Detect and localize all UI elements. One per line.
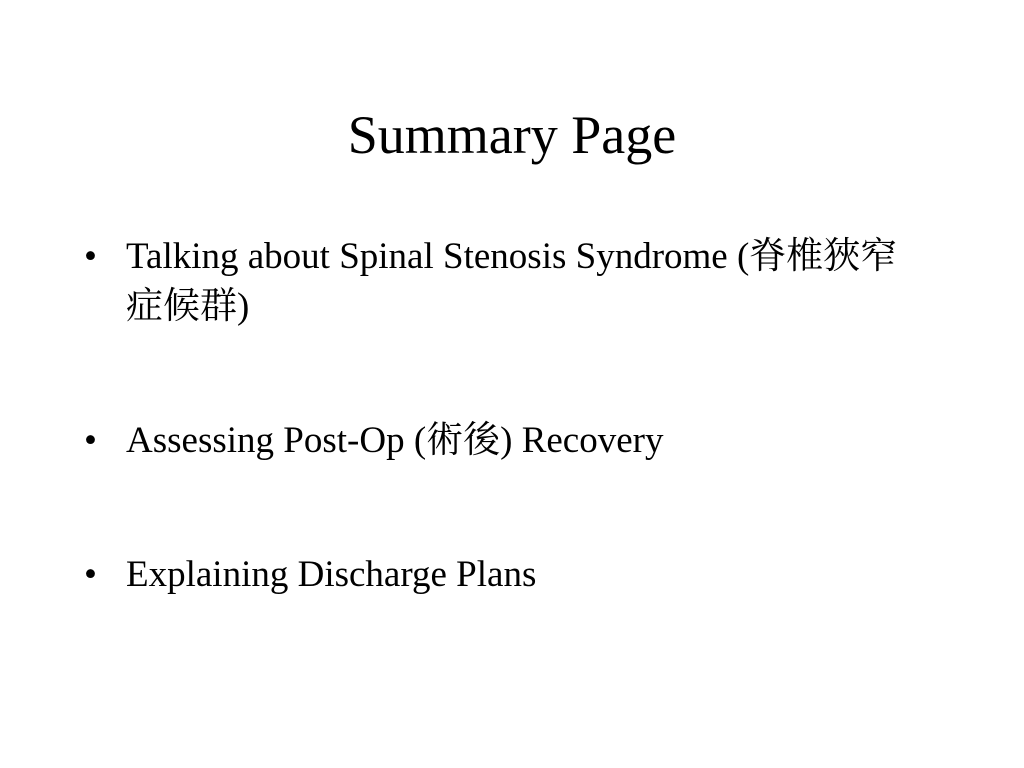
slide-title: Summary Page <box>347 105 677 165</box>
bullet-text: Talking about Spinal Stenosis Syndrome (脊椎狹窄症候群) <box>126 236 898 327</box>
bullet-item <box>84 232 904 332</box>
bullet-item <box>84 416 904 466</box>
bullet-text: Explaining Discharge Plans <box>126 554 537 595</box>
bullet-text: Assessing Post-Op (術後) Recovery <box>126 420 664 461</box>
bullet-list <box>84 232 904 600</box>
bullet-dot-icon: • <box>84 554 97 595</box>
bullet-dot-icon: • <box>84 236 97 277</box>
bullet-item <box>84 550 904 600</box>
bullet-dot-icon: • <box>84 420 97 461</box>
